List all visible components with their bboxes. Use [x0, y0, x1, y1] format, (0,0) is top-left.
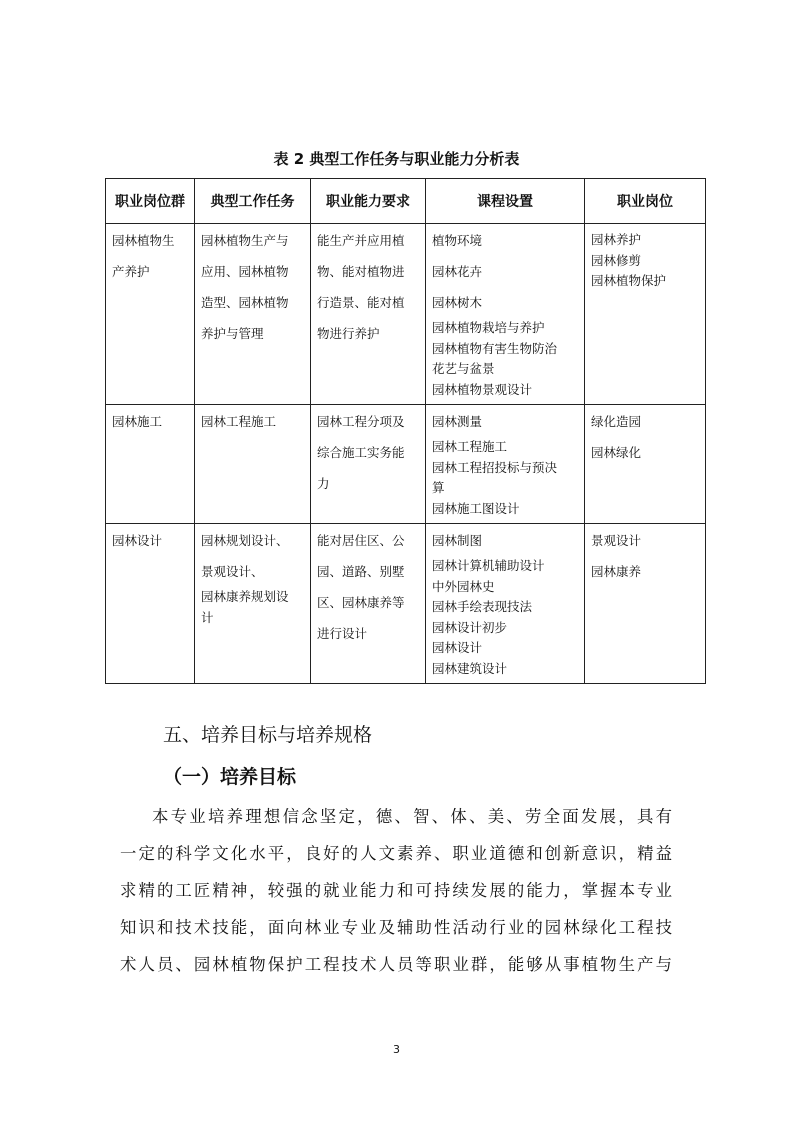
- cell-line: 园林工程施工: [432, 439, 508, 454]
- header-typical-tasks: 典型工作任务: [195, 179, 311, 224]
- cell-line: 绿化造园: [591, 414, 642, 429]
- body-paragraph: [120, 802, 672, 987]
- cell-ability-requirements: [311, 524, 426, 684]
- table-header-row: [106, 179, 706, 224]
- cell-ability-requirements: [311, 405, 426, 524]
- cell-job-group: [106, 405, 195, 524]
- cell-line: 能对居住区、公: [317, 533, 405, 548]
- cell-line: 景观设计、: [201, 564, 264, 579]
- cell-line: 园林植物生: [112, 233, 175, 248]
- cell-line: 园林设计: [432, 640, 483, 655]
- cell-line: 园林植物有害生物防治: [432, 340, 558, 356]
- cell-line: 园林康养: [591, 564, 642, 579]
- cell-line: 进行设计: [317, 626, 368, 641]
- cell-line: 产养护: [112, 264, 150, 279]
- cell-line: 计: [201, 609, 214, 625]
- cell-job-group: [106, 224, 195, 405]
- cell-line: 养护与管理: [201, 326, 264, 341]
- cell-courses: [426, 405, 585, 524]
- header-courses: 课程设置: [426, 179, 585, 224]
- cell-line: 园林制图: [432, 533, 483, 548]
- paragraph-line: 本专业培养理想信念坚定，德、智、体、美、劳全面发展，具有: [152, 807, 672, 826]
- cell-typical-tasks: [195, 524, 311, 684]
- cell-line: 植物环境: [432, 233, 483, 248]
- cell-line: 园林规划设计、: [201, 533, 289, 548]
- page-number: 3: [393, 1043, 400, 1056]
- cell-line: 园林计算机辅助设计: [432, 558, 545, 573]
- table-row: [106, 224, 706, 405]
- cell-line: 物、能对植物进: [317, 264, 405, 279]
- cell-line: 园林养护: [591, 232, 642, 247]
- cell-line: 园林植物生产与: [201, 233, 289, 248]
- cell-line: 算: [432, 480, 445, 495]
- cell-line: 园林测量: [432, 414, 483, 429]
- cell-line: 能生产并应用植: [317, 233, 405, 248]
- cell-line: 园林工程分项及: [317, 414, 405, 429]
- cell-typical-tasks: [195, 405, 311, 524]
- table-row: [106, 405, 706, 524]
- cell-line: 园林手绘表现技法: [432, 599, 533, 614]
- cell-job-group: [106, 524, 195, 684]
- cell-line: 园林施工图设计: [432, 500, 520, 516]
- cell-line: 园林建筑设计: [432, 660, 508, 676]
- sub-heading: （一）培养目标: [163, 766, 297, 788]
- cell-line: 园林花卉: [432, 264, 483, 279]
- header-positions: 职业岗位: [585, 179, 706, 224]
- cell-positions: [585, 524, 706, 684]
- cell-line: 园林植物保护: [591, 273, 667, 288]
- table-title: 表 2 典型工作任务与职业能力分析表: [273, 150, 520, 168]
- cell-line: 园林绿化: [591, 445, 642, 460]
- cell-line: 园林施工: [112, 414, 163, 429]
- paragraph-line: 求精的工匠精神，较强的就业能力和可持续发展的能力，掌握本专业: [120, 881, 672, 900]
- cell-line: 力: [317, 476, 330, 491]
- cell-line: 园林修剪: [591, 252, 642, 268]
- cell-line: 花艺与盆景: [432, 361, 495, 376]
- cell-line: 应用、园林植物: [201, 264, 289, 279]
- cell-line: 园林植物景观设计: [432, 381, 533, 397]
- cell-positions: [585, 405, 706, 524]
- cell-line: 园林康养规划设: [201, 589, 289, 604]
- paragraph-line: 一定的科学文化水平，良好的人文素养、职业道德和创新意识，精益: [120, 844, 672, 863]
- cell-line: 综合施工实务能: [317, 445, 405, 460]
- table-row: [106, 524, 706, 684]
- header-ability-requirements: 职业能力要求: [311, 179, 426, 224]
- cell-typical-tasks: [195, 224, 311, 405]
- cell-line: 园林设计初步: [432, 619, 508, 635]
- section-heading: 五、培养目标与培养规格: [163, 724, 373, 746]
- cell-line: 园林设计: [112, 533, 163, 548]
- cell-courses: [426, 224, 585, 405]
- header-job-group: 职业岗位群: [106, 179, 195, 224]
- cell-line: 区、园林康养等: [317, 595, 405, 610]
- cell-line: 景观设计: [591, 533, 642, 548]
- cell-line: 园林植物栽培与养护: [432, 320, 545, 335]
- cell-positions: [585, 224, 706, 405]
- cell-courses: [426, 524, 585, 684]
- cell-line: 园林工程招投标与预决: [432, 459, 558, 475]
- cell-line: 行造景、能对植: [317, 295, 405, 310]
- paragraph-line: 术人员、园林植物保护工程技术人员等职业群，能够从事植物生产与: [120, 955, 672, 974]
- cell-line: 造型、园林植物: [201, 295, 289, 310]
- cell-ability-requirements: [311, 224, 426, 405]
- cell-line: 园、道路、别墅: [317, 564, 405, 579]
- paragraph-line: 知识和技术技能，面向林业专业及辅助性活动行业的园林绿化工程技: [120, 918, 672, 937]
- cell-line: 物进行养护: [317, 326, 380, 341]
- cell-line: 园林树木: [432, 295, 483, 310]
- cell-line: 中外园林史: [432, 578, 495, 594]
- job-analysis-table: [105, 178, 706, 684]
- cell-line: 园林工程施工: [201, 414, 277, 429]
